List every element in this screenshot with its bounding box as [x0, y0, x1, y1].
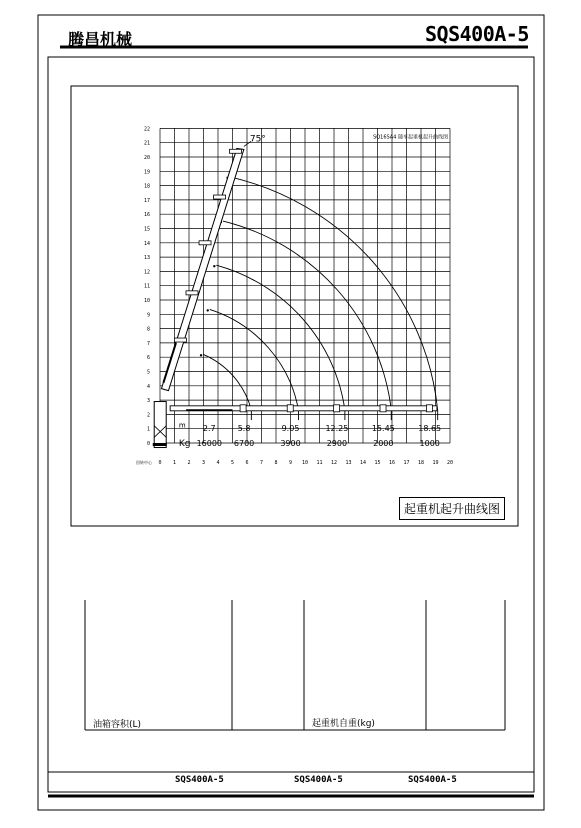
radius-arc	[216, 265, 345, 410]
y-tick-label: 15	[143, 226, 150, 233]
load-point-load: 1000	[419, 438, 440, 448]
x-tick-label: 3	[201, 460, 206, 466]
crane-column	[154, 402, 166, 448]
boom-section-joint	[240, 405, 246, 412]
y-tick-label: 6	[146, 355, 150, 362]
x-tick-label: 18	[417, 460, 425, 466]
y-tick-label: 14	[143, 240, 150, 247]
y-tick-label: 18	[143, 183, 150, 190]
radius-arc	[203, 354, 251, 410]
chart-title: 起重机起升曲线图	[404, 502, 501, 516]
company-name: 腾昌机械	[68, 30, 133, 49]
x-tick-label: 16	[388, 460, 396, 466]
x-tick-label: 0	[158, 460, 162, 466]
load-point-load: 3900	[280, 438, 301, 448]
boom-raised-joint	[186, 291, 198, 295]
boom-section-joint	[334, 405, 340, 412]
x-tick-label: 13	[345, 460, 352, 466]
oil-tank-label: 油箱容积(L)	[93, 720, 142, 730]
y-tick-label: 10	[143, 298, 150, 304]
boom-raised-joint	[199, 241, 211, 245]
y-tick-label: 19	[143, 169, 150, 176]
load-point-radius: 2.7	[202, 423, 216, 433]
x-tick-label: 20	[446, 460, 454, 466]
load-point-radius: 5.8	[237, 423, 251, 433]
x-tick-label: 11	[316, 460, 323, 466]
arc-arrow	[207, 309, 209, 311]
boom-section-joint	[380, 405, 386, 412]
x-tick-label: 2	[187, 460, 191, 466]
y-tick-label: 7	[146, 340, 150, 347]
load-point-load: 2900	[326, 438, 348, 448]
load-unit-label: Kg	[178, 438, 191, 449]
y-tick-label: 5	[146, 369, 150, 376]
y-tick-label: 22	[143, 126, 150, 133]
footer-model-3: SQS400A-5	[408, 775, 457, 785]
inset-label: SQ16SA4 随车起重机起升曲线图	[373, 134, 448, 141]
chart-title-box	[399, 497, 505, 520]
y-tick-label: 1	[146, 426, 150, 433]
footer-model-2: SQS400A-5	[294, 775, 343, 785]
radius-arc	[210, 309, 299, 410]
y-tick-label: 9	[146, 312, 150, 319]
arc-arrow	[213, 265, 215, 267]
boom-section-joint	[287, 405, 293, 412]
boom-raised	[161, 148, 243, 390]
y-tick-label: 13	[143, 255, 150, 262]
angle-label: 75°	[249, 134, 266, 145]
x-tick-label: 12	[330, 460, 338, 466]
crane-base	[153, 443, 167, 446]
x-tick-label: 17	[403, 460, 410, 466]
load-point-load: 16000	[196, 438, 223, 448]
y-tick-label: 20	[143, 155, 150, 161]
x-tick-label: 15	[374, 460, 381, 466]
boom-raised-joint	[214, 195, 226, 199]
radius-arc	[223, 221, 391, 410]
y-tick-label: 16	[143, 212, 150, 219]
boom-section-joint	[426, 405, 432, 412]
x-tick-label: 10	[301, 460, 309, 466]
y-tick-label: 17	[143, 197, 150, 204]
crane-weight-label: 起重机自重(kg)	[312, 719, 375, 729]
boom-raised-joint	[230, 149, 242, 153]
x-tick-label: 14	[359, 460, 367, 466]
x-tick-label: 4	[216, 460, 220, 466]
origin-label: 回转中心	[136, 460, 152, 465]
footer-model-1: SQS400A-5	[175, 775, 224, 785]
y-tick-label: 11	[143, 283, 150, 290]
x-tick-label: 6	[245, 460, 249, 466]
y-tick-label: 0	[146, 441, 150, 447]
load-point-radius: 12.25	[325, 423, 349, 433]
y-tick-label: 12	[143, 269, 150, 276]
x-tick-label: 5	[230, 460, 235, 466]
radius-unit-label: m	[178, 421, 186, 430]
y-tick-label: 3	[146, 398, 150, 405]
x-tick-label: 9	[288, 460, 293, 466]
load-point-load: 2000	[373, 438, 394, 448]
load-point-radius: 9.05	[281, 423, 300, 433]
x-tick-label: 1	[172, 460, 177, 466]
y-tick-label: 21	[143, 140, 150, 147]
model-number: SQS400A-5	[425, 22, 529, 46]
load-point-radius: 18.65	[418, 423, 442, 433]
x-tick-label: 8	[274, 460, 278, 466]
x-tick-label: 7	[259, 460, 264, 466]
load-point-radius: 15.45	[371, 423, 395, 433]
y-tick-label: 8	[146, 326, 150, 333]
load-point-load: 6700	[233, 438, 255, 448]
y-tick-label: 2	[146, 412, 150, 419]
x-tick-label: 19	[432, 460, 439, 466]
arc-arrow	[200, 354, 202, 356]
boom-raised-joint	[174, 338, 186, 342]
y-tick-label: 4	[146, 383, 150, 390]
